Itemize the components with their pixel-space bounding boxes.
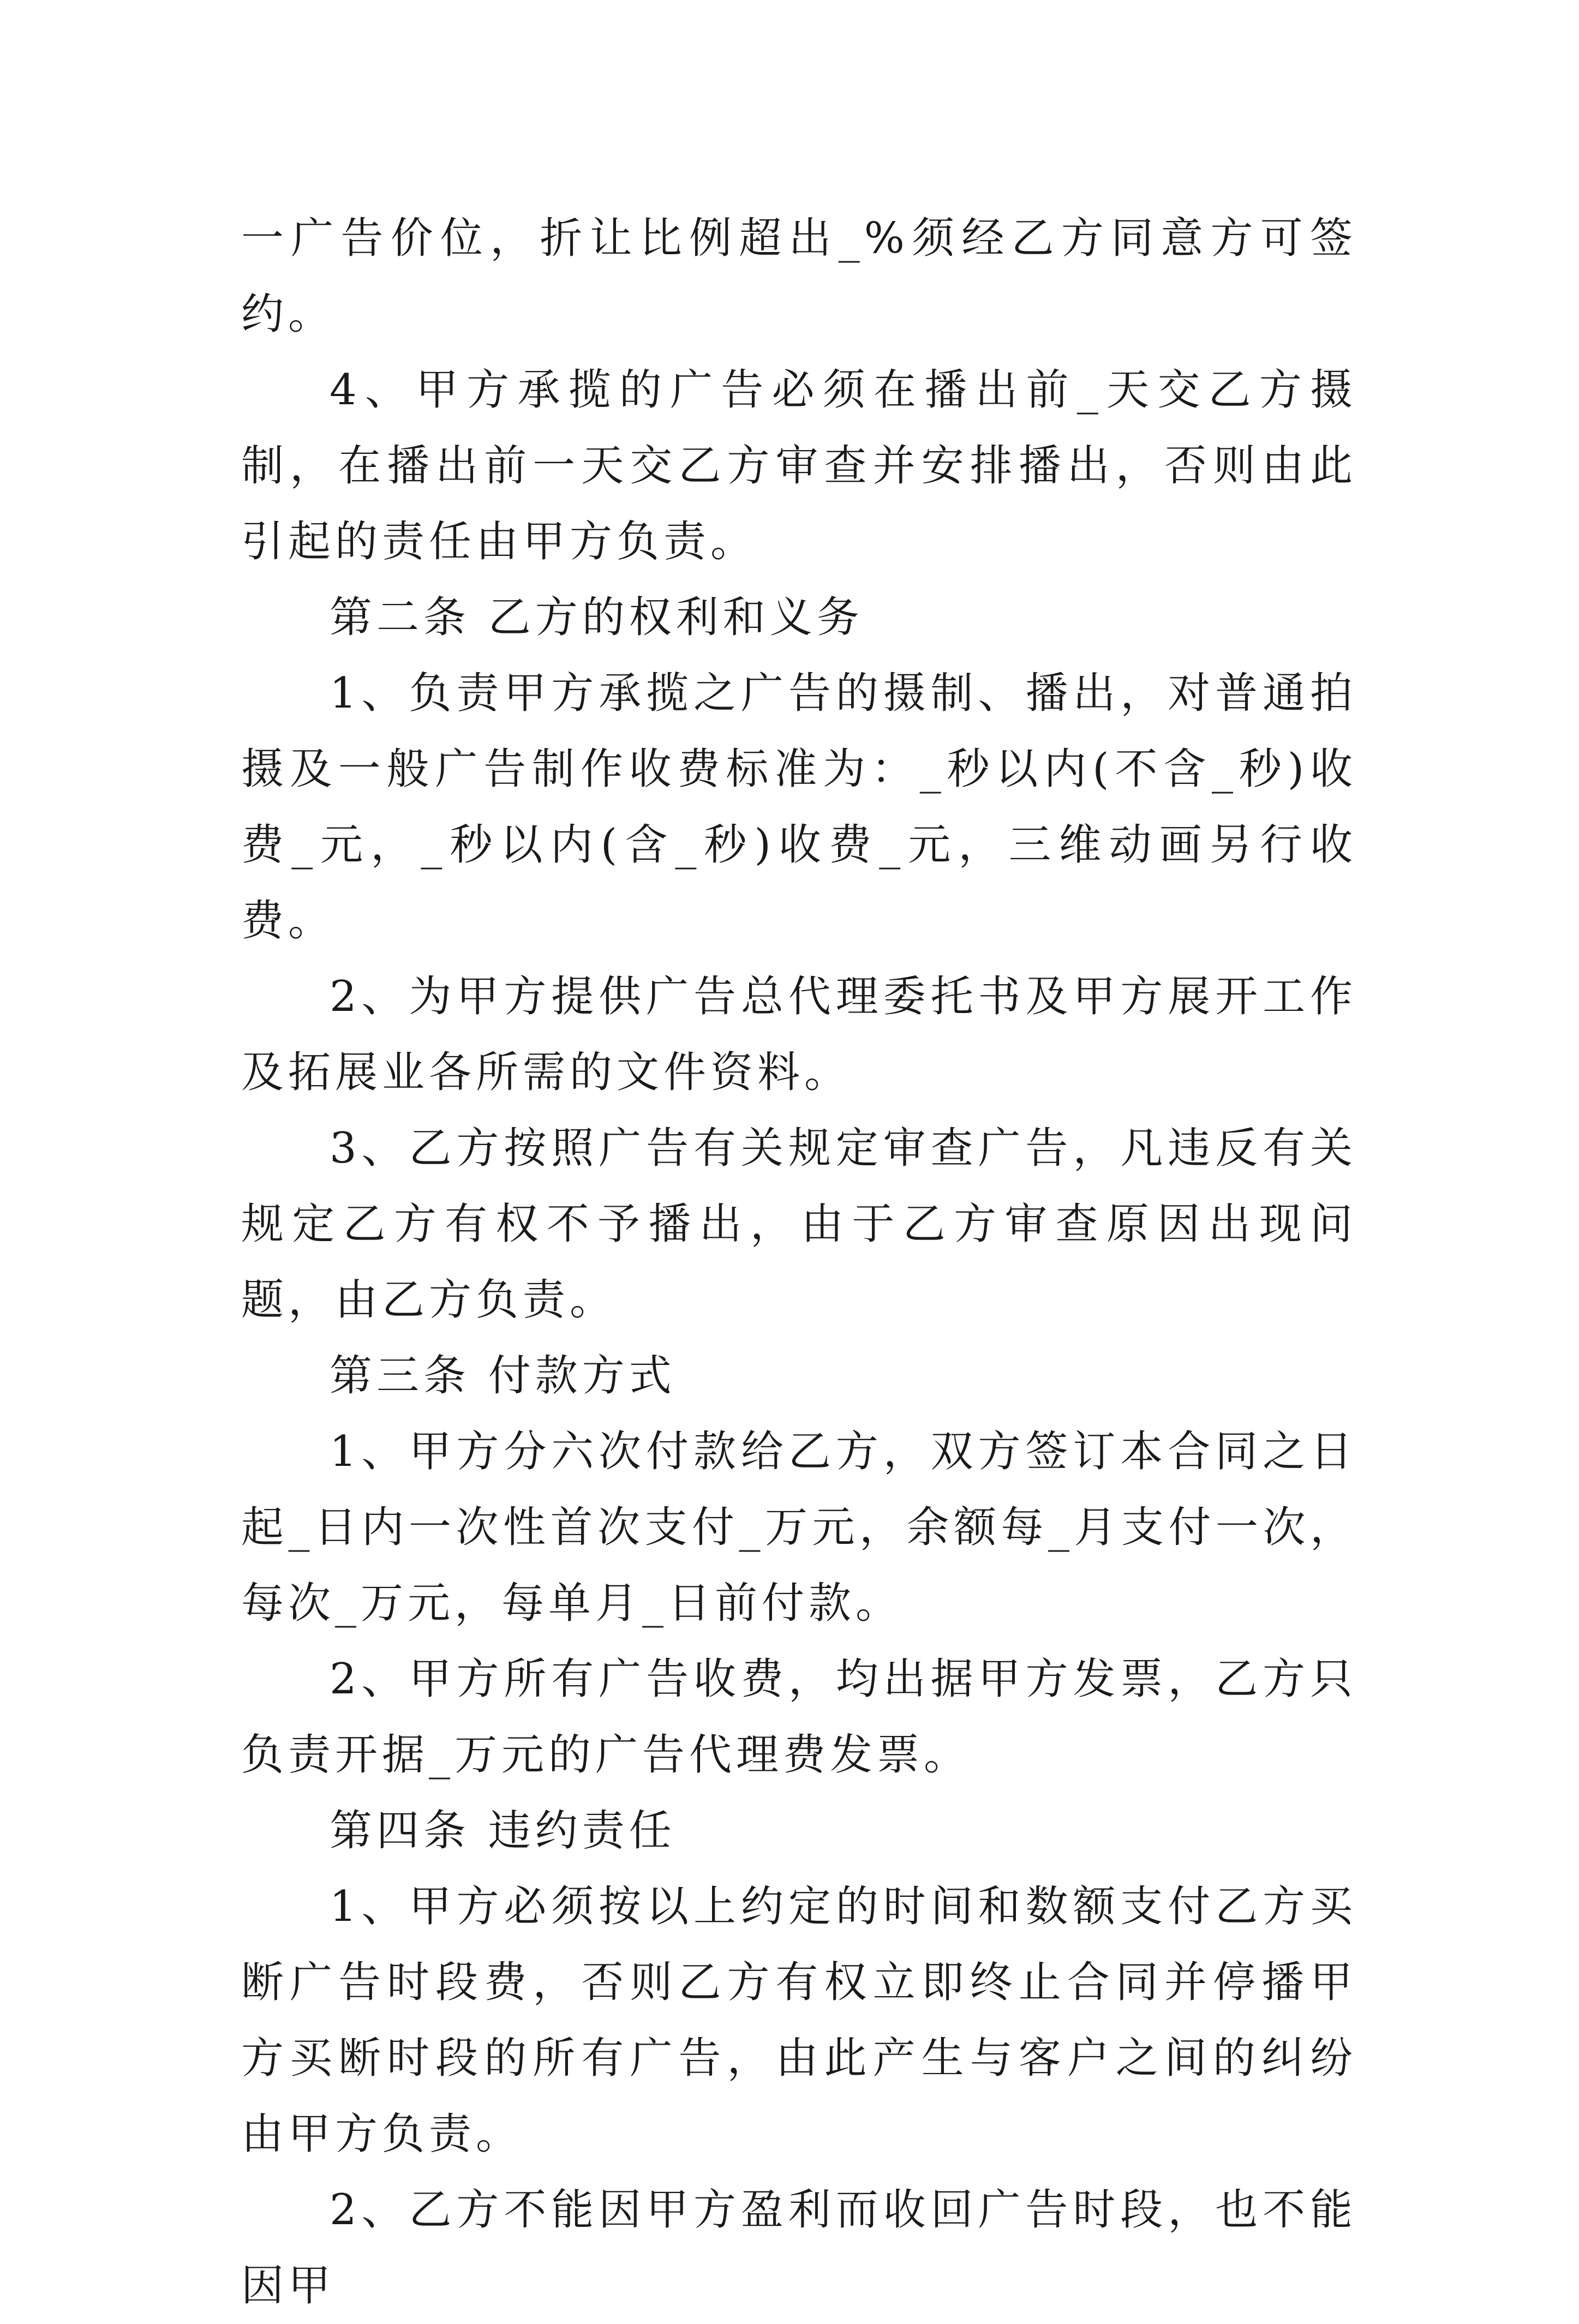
section-heading-article-3: 第三条 付款方式 (330, 1351, 676, 1400)
paragraph-clause-3-2: 2、甲方所有广告收费，均出据甲方发票，乙方只负责开据_万元的广告代理费发票。 (241, 1655, 1357, 1780)
paragraph-clause-2-2: 2、为甲方提供广告总代理委托书及甲方展开工作及拓展业各所需的文件资料。 (241, 972, 1357, 1097)
paragraph-clause-1-4: 4、甲方承揽的广告必须在播出前_天交乙方摄制，在播出前一天交乙方审查并安排播出，否则由此引起的责任由甲方负责。 (241, 366, 1357, 566)
paragraph-clause-2-1: 1、负责甲方承揽之广告的摄制、播出，对普通拍摄及一般广告制作收费标准为：_秒以内(不含_秒)收费_元，_秒以内(含_秒)收费_元，三维动画另行收费。 (241, 669, 1357, 945)
paragraph-clause-4-1: 1、甲方必须按以上约定的时间和数额支付乙方买断广告时段费，否则乙方有权立即终止合同并停播甲方买断时段的所有广告，由此产生与客户之间的纠纷由甲方负责。 (241, 1882, 1357, 2159)
paragraph-continuation: 一广告价位，折让比例超出_%须经乙方同意方可签约。 (241, 214, 1357, 339)
paragraph-clause-4-2: 2、乙方不能因甲方盈利而收回广告时段，也不能因甲 (241, 2185, 1357, 2310)
document-body (241, 201, 1357, 2324)
section-heading-article-2: 第二条 乙方的权利和义务 (330, 593, 864, 642)
paragraph-clause-2-3: 3、乙方按照广告有关规定审查广告，凡违反有关规定乙方有权不予播出，由于乙方审查原因出现问题，由乙方负责。 (241, 1124, 1357, 1325)
paragraph-clause-3-1: 1、甲方分六次付款给乙方，双方签订本合同之日起_日内一次性首次支付_万元，余额每_月支付一次，每次_万元，每单月_日前付款。 (241, 1427, 1357, 1628)
section-heading-article-4: 第四条 违约责任 (330, 1806, 676, 1855)
